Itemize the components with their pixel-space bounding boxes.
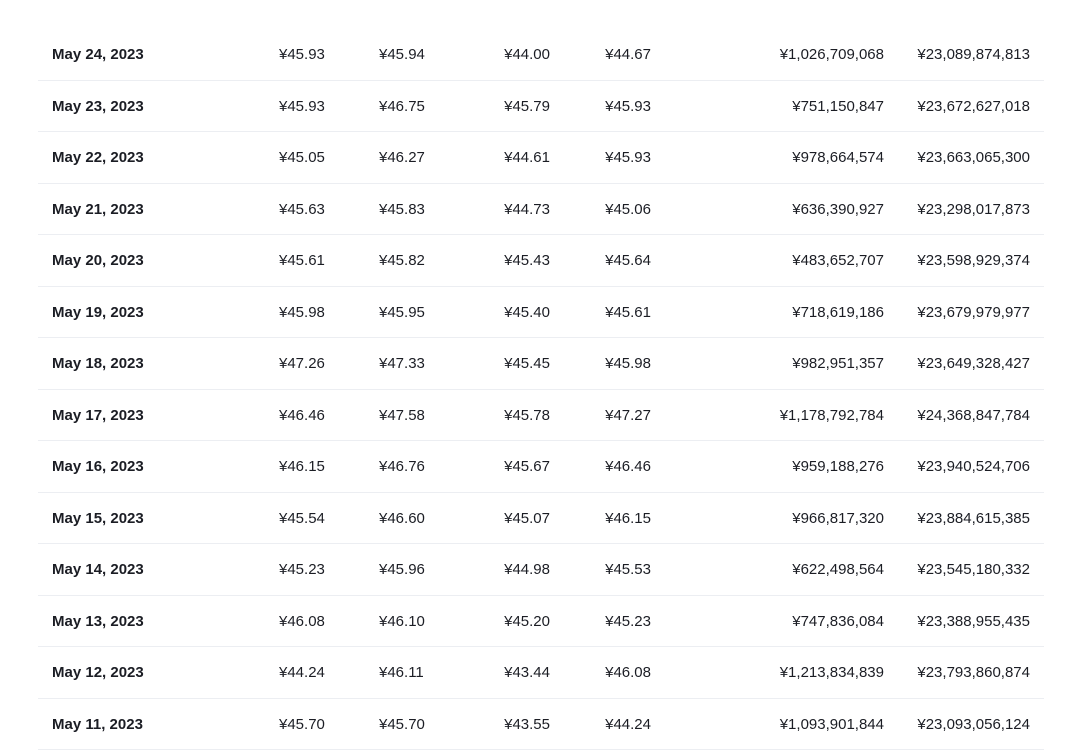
date-cell: May 17, 2023 (52, 390, 144, 441)
volume-cell: ¥751,150,847 (792, 81, 884, 132)
volume-cell: ¥718,619,186 (792, 287, 884, 338)
close-cell: ¥47.27 (605, 390, 651, 441)
open-cell: ¥45.70 (279, 699, 325, 750)
market-cap-cell: ¥23,545,180,332 (917, 544, 1030, 595)
high-cell: ¥45.95 (379, 287, 425, 338)
low-cell: ¥45.07 (504, 493, 550, 544)
historical-price-table (38, 29, 1044, 750)
high-cell: ¥46.11 (379, 647, 424, 698)
market-cap-cell: ¥23,089,874,813 (917, 29, 1030, 80)
high-cell: ¥46.60 (379, 493, 425, 544)
high-cell: ¥45.94 (379, 29, 425, 80)
market-cap-cell: ¥23,663,065,300 (917, 132, 1030, 183)
close-cell: ¥46.08 (605, 647, 651, 698)
market-cap-cell: ¥23,649,328,427 (917, 338, 1030, 389)
market-cap-cell: ¥23,679,979,977 (917, 287, 1030, 338)
open-cell: ¥44.24 (279, 647, 325, 698)
date-cell: May 11, 2023 (52, 699, 143, 750)
volume-cell: ¥1,093,901,844 (780, 699, 884, 750)
high-cell: ¥47.33 (379, 338, 425, 389)
table-row (38, 596, 1044, 648)
open-cell: ¥46.08 (279, 596, 325, 647)
market-cap-cell: ¥23,598,929,374 (917, 235, 1030, 286)
volume-cell: ¥959,188,276 (792, 441, 884, 492)
table-row (38, 184, 1044, 236)
open-cell: ¥45.93 (279, 81, 325, 132)
market-cap-cell: ¥23,298,017,873 (917, 184, 1030, 235)
high-cell: ¥45.70 (379, 699, 425, 750)
market-cap-cell: ¥23,940,524,706 (917, 441, 1030, 492)
open-cell: ¥45.54 (279, 493, 325, 544)
volume-cell: ¥1,026,709,068 (780, 29, 884, 80)
table-row (38, 29, 1044, 81)
table-row (38, 544, 1044, 596)
low-cell: ¥43.55 (504, 699, 550, 750)
close-cell: ¥45.64 (605, 235, 651, 286)
open-cell: ¥45.23 (279, 544, 325, 595)
low-cell: ¥45.67 (504, 441, 550, 492)
low-cell: ¥45.40 (504, 287, 550, 338)
volume-cell: ¥1,213,834,839 (780, 647, 884, 698)
market-cap-cell: ¥23,672,627,018 (917, 81, 1030, 132)
close-cell: ¥45.98 (605, 338, 651, 389)
table-row (38, 699, 1044, 750)
low-cell: ¥45.79 (504, 81, 550, 132)
volume-cell: ¥483,652,707 (792, 235, 884, 286)
low-cell: ¥44.61 (504, 132, 550, 183)
open-cell: ¥45.61 (279, 235, 325, 286)
volume-cell: ¥636,390,927 (792, 184, 884, 235)
open-cell: ¥45.63 (279, 184, 325, 235)
low-cell: ¥45.45 (504, 338, 550, 389)
low-cell: ¥43.44 (504, 647, 550, 698)
volume-cell: ¥1,178,792,784 (780, 390, 884, 441)
market-cap-cell: ¥23,388,955,435 (917, 596, 1030, 647)
close-cell: ¥44.67 (605, 29, 651, 80)
date-cell: May 21, 2023 (52, 184, 144, 235)
open-cell: ¥47.26 (279, 338, 325, 389)
close-cell: ¥44.24 (605, 699, 651, 750)
market-cap-cell: ¥23,093,056,124 (917, 699, 1030, 750)
date-cell: May 18, 2023 (52, 338, 144, 389)
low-cell: ¥45.20 (504, 596, 550, 647)
high-cell: ¥45.83 (379, 184, 425, 235)
date-cell: May 20, 2023 (52, 235, 144, 286)
high-cell: ¥46.10 (379, 596, 425, 647)
table-row (38, 390, 1044, 442)
date-cell: May 23, 2023 (52, 81, 144, 132)
low-cell: ¥44.98 (504, 544, 550, 595)
low-cell: ¥44.00 (504, 29, 550, 80)
date-cell: May 12, 2023 (52, 647, 144, 698)
date-cell: May 14, 2023 (52, 544, 144, 595)
close-cell: ¥45.61 (605, 287, 651, 338)
table-row (38, 81, 1044, 133)
volume-cell: ¥982,951,357 (792, 338, 884, 389)
close-cell: ¥45.93 (605, 81, 651, 132)
table-row (38, 338, 1044, 390)
market-cap-cell: ¥23,793,860,874 (917, 647, 1030, 698)
open-cell: ¥46.46 (279, 390, 325, 441)
table-row (38, 441, 1044, 493)
open-cell: ¥46.15 (279, 441, 325, 492)
close-cell: ¥46.46 (605, 441, 651, 492)
date-cell: May 24, 2023 (52, 29, 144, 80)
high-cell: ¥45.96 (379, 544, 425, 595)
volume-cell: ¥966,817,320 (792, 493, 884, 544)
high-cell: ¥46.27 (379, 132, 425, 183)
high-cell: ¥46.75 (379, 81, 425, 132)
high-cell: ¥47.58 (379, 390, 425, 441)
date-cell: May 16, 2023 (52, 441, 144, 492)
close-cell: ¥45.06 (605, 184, 651, 235)
date-cell: May 19, 2023 (52, 287, 144, 338)
high-cell: ¥45.82 (379, 235, 425, 286)
table-row (38, 235, 1044, 287)
close-cell: ¥45.23 (605, 596, 651, 647)
market-cap-cell: ¥23,884,615,385 (917, 493, 1030, 544)
table-row (38, 493, 1044, 545)
market-cap-cell: ¥24,368,847,784 (917, 390, 1030, 441)
open-cell: ¥45.05 (279, 132, 325, 183)
low-cell: ¥45.78 (504, 390, 550, 441)
volume-cell: ¥622,498,564 (792, 544, 884, 595)
low-cell: ¥45.43 (504, 235, 550, 286)
table-row (38, 287, 1044, 339)
close-cell: ¥46.15 (605, 493, 651, 544)
volume-cell: ¥747,836,084 (792, 596, 884, 647)
volume-cell: ¥978,664,574 (792, 132, 884, 183)
table-row (38, 647, 1044, 699)
date-cell: May 13, 2023 (52, 596, 144, 647)
date-cell: May 22, 2023 (52, 132, 144, 183)
table-row (38, 132, 1044, 184)
date-cell: May 15, 2023 (52, 493, 144, 544)
open-cell: ¥45.93 (279, 29, 325, 80)
high-cell: ¥46.76 (379, 441, 425, 492)
low-cell: ¥44.73 (504, 184, 550, 235)
close-cell: ¥45.93 (605, 132, 651, 183)
open-cell: ¥45.98 (279, 287, 325, 338)
close-cell: ¥45.53 (605, 544, 651, 595)
